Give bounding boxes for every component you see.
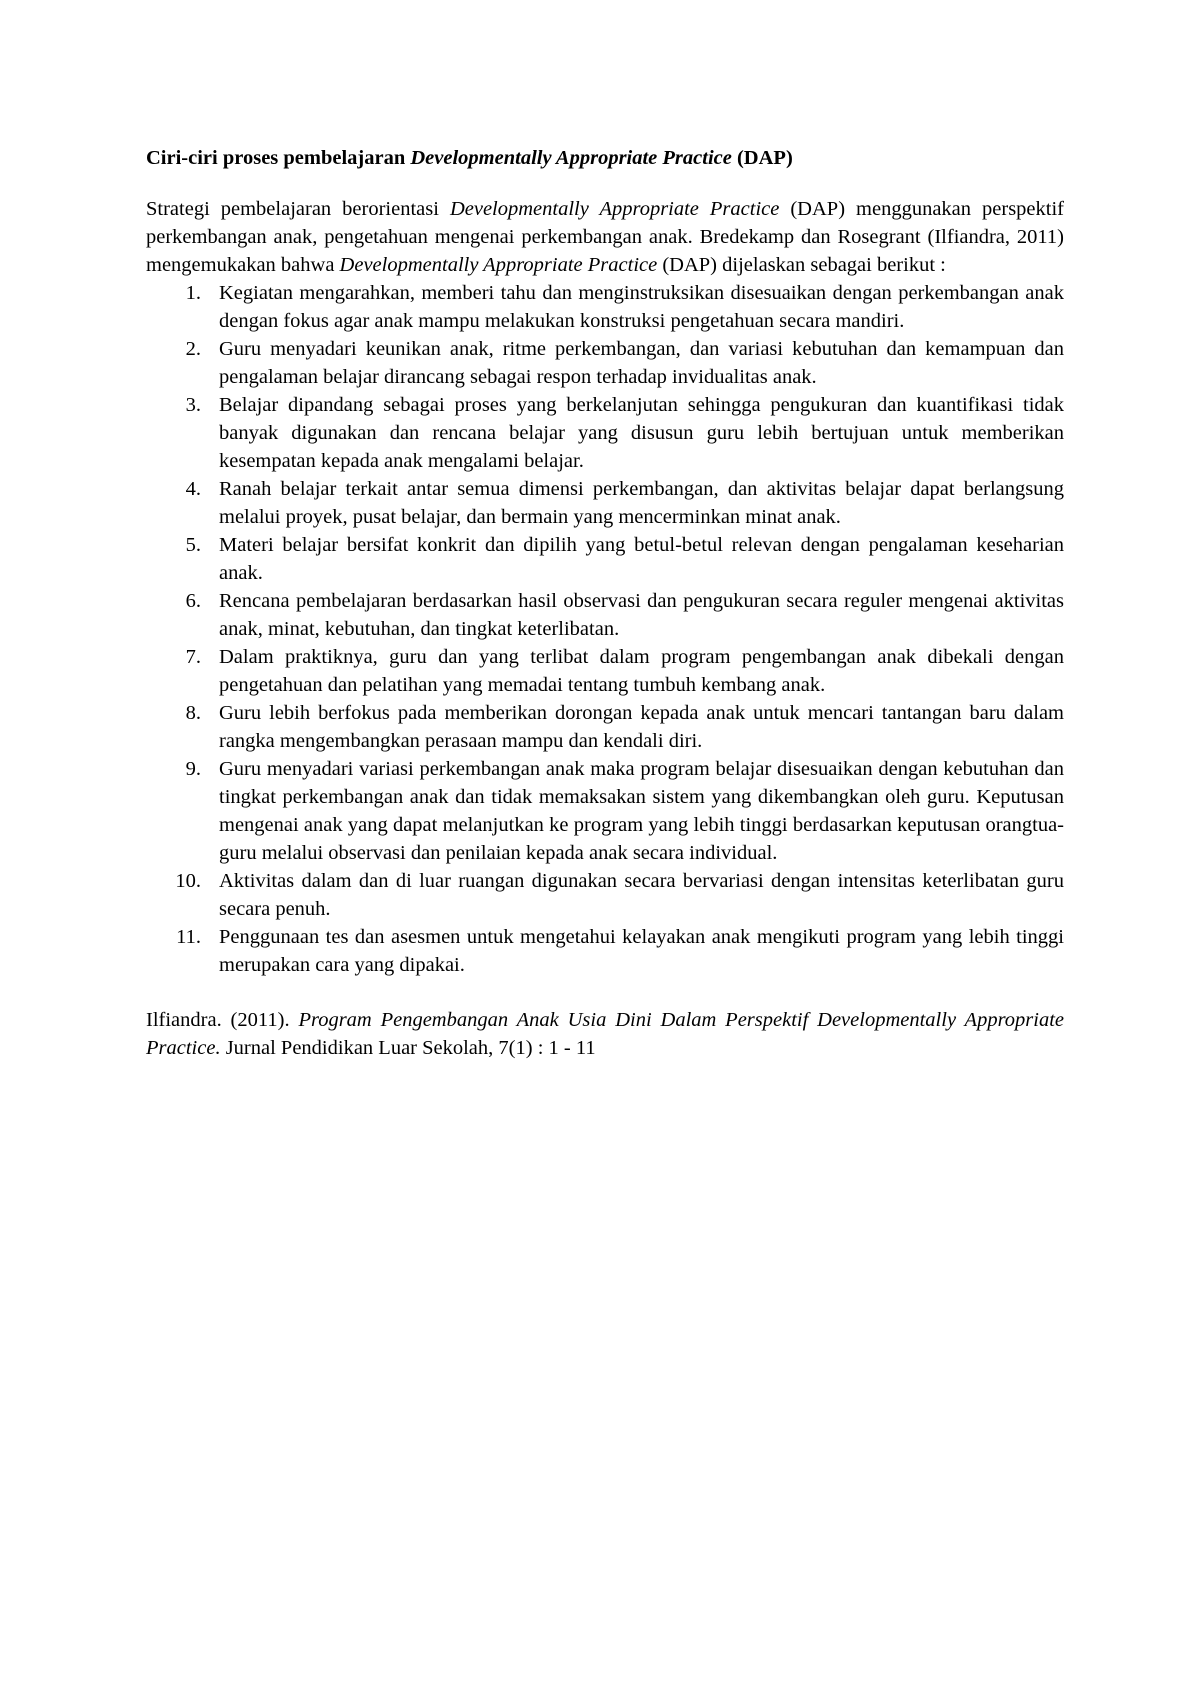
list-item-text: Ranah belajar terkait antar semua dimensi perkembangan, dan aktivitas belajar dapat berlangsung melalui proyek, pusat belajar, dan bermain yang mencerminkan minat anak. bbox=[219, 478, 1064, 528]
list-item-number: 6. bbox=[185, 590, 201, 612]
list-item bbox=[146, 755, 1064, 867]
list-item-text: Guru menyadari keunikan anak, ritme perkembangan, dan variasi kebutuhan dan kemampuan dan pengalaman belajar dirancang sebagai respon terhadap invidualitas anak. bbox=[219, 338, 1064, 388]
list-item bbox=[146, 279, 1064, 335]
intro-text-1: Strategi pembelajaran berorientasi bbox=[146, 198, 450, 220]
dap-characteristics-list bbox=[146, 279, 1064, 979]
title-text: Ciri-ciri proses pembelajaran bbox=[146, 147, 411, 169]
reference-title: Program Pengembangan Anak Usia Dini Dalam Perspektif Developmentally Appropriate Practice. bbox=[146, 1009, 1064, 1059]
intro-text-3: (DAP) dijelaskan sebagai berikut : bbox=[657, 254, 946, 276]
list-item-text: Penggunaan tes dan asesmen untuk mengetahui kelayakan anak mengikuti program yang lebih tinggi merupakan cara yang dipakai. bbox=[219, 926, 1064, 976]
list-item-number: 8. bbox=[185, 702, 201, 724]
document-content bbox=[146, 144, 1064, 1062]
list-item bbox=[146, 587, 1064, 643]
list-item-text: Guru menyadari variasi perkembangan anak maka program belajar disesuaikan dengan kebutuhan dan tingkat perkembangan anak dan tidak memaksakan sistem yang dikembangkan oleh guru. Keputusan mengenai anak yang dapat melanjutkan ke program yang lebih tinggi berdasarkan keputusan orangtua-guru melalui observasi dan penilaian kepada anak secara individual. bbox=[219, 758, 1064, 864]
list-item-number: 5. bbox=[185, 534, 201, 556]
title-suffix: (DAP) bbox=[731, 147, 793, 169]
intro-paragraph bbox=[146, 195, 1064, 279]
list-item bbox=[146, 923, 1064, 979]
list-item bbox=[146, 391, 1064, 475]
list-item-text: Guru lebih berfokus pada memberikan dorongan kepada anak untuk mencari tantangan baru dalam rangka mengembangkan perasaan mampu dan kendali diri. bbox=[219, 702, 1064, 752]
list-item-number: 11. bbox=[176, 926, 201, 948]
list-item bbox=[146, 643, 1064, 699]
list-item bbox=[146, 867, 1064, 923]
list-item-number: 3. bbox=[185, 394, 201, 416]
list-item-text: Materi belajar bersifat konkrit dan dipilih yang betul-betul relevan dengan pengalaman keseharian anak. bbox=[219, 534, 1064, 584]
intro-italic-term-2: Developmentally Appropriate Practice bbox=[339, 254, 658, 276]
list-item bbox=[146, 475, 1064, 531]
list-item-text: Belajar dipandang sebagai proses yang berkelanjutan sehingga pengukuran dan kuantifikasi tidak banyak digunakan dan rencana belajar yang disusun guru lebih bertujuan untuk memberikan kesempatan kepada anak mengalami belajar. bbox=[219, 394, 1064, 472]
list-item-text: Dalam praktiknya, guru dan yang terlibat dalam program pengembangan anak dibekali dengan pengetahuan dan pelatihan yang memadai tentang tumbuh kembang anak. bbox=[219, 646, 1064, 696]
list-item-number: 10. bbox=[175, 870, 201, 892]
list-item bbox=[146, 335, 1064, 391]
reference-entry bbox=[146, 1006, 1064, 1062]
intro-text-2: (DAP) menggunakan perspektif perkembangan anak, pengetahuan mengenai perkembangan anak. Bredekamp dan Rosegrant (Ilfiandra, 2011) mengemukakan bahwa bbox=[146, 198, 1064, 276]
list-item-number: 2. bbox=[185, 338, 201, 360]
reference-source: Jurnal Pendidikan Luar Sekolah, 7(1) : 1 - 11 bbox=[220, 1037, 596, 1059]
list-item-number: 7. bbox=[185, 646, 201, 668]
title-italic-term: Developmentally Appropriate Practice bbox=[410, 147, 732, 169]
list-item bbox=[146, 699, 1064, 755]
list-item bbox=[146, 531, 1064, 587]
list-item-number: 9. bbox=[185, 758, 201, 780]
list-item-number: 4. bbox=[185, 478, 201, 500]
list-item-text: Rencana pembelajaran berdasarkan hasil observasi dan pengukuran secara reguler mengenai aktivitas anak, minat, kebutuhan, dan tingkat keterlibatan. bbox=[219, 590, 1064, 640]
reference-author-year: Ilfiandra. (2011). bbox=[146, 1009, 299, 1031]
list-item-text: Aktivitas dalam dan di luar ruangan digunakan secara bervariasi dengan intensitas keterlibatan guru secara penuh. bbox=[219, 870, 1064, 920]
intro-italic-term-1: Developmentally Appropriate Practice bbox=[449, 198, 780, 220]
list-item-number: 1. bbox=[185, 282, 201, 304]
list-item-text: Kegiatan mengarahkan, memberi tahu dan menginstruksikan disesuaikan dengan perkembangan anak dengan fokus agar anak mampu melakukan konstruksi pengetahuan secara mandiri. bbox=[219, 282, 1064, 332]
document-title bbox=[146, 144, 1064, 172]
